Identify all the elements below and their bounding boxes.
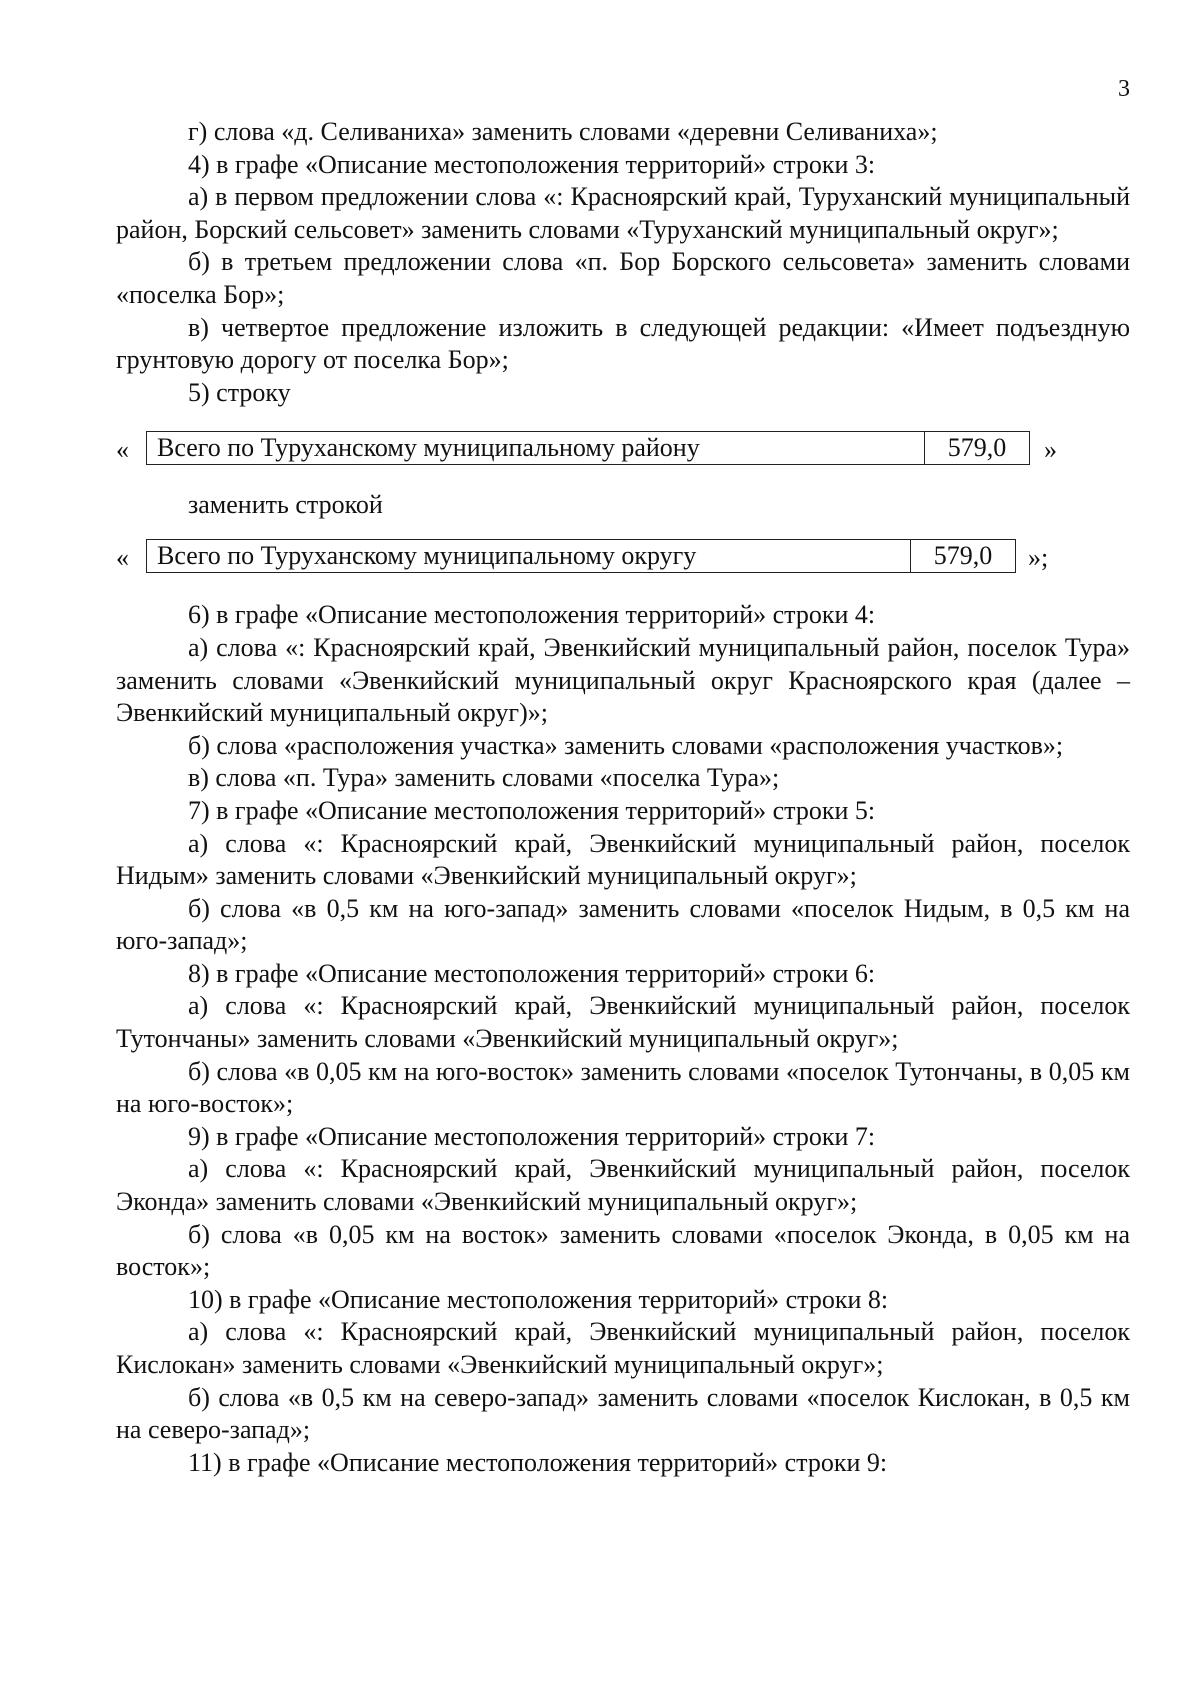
paragraph: 11) в графе «Описание местоположения территорий» строки 9: bbox=[188, 1447, 888, 1477]
document-body bbox=[116, 116, 1130, 1479]
open-quote: « bbox=[116, 543, 129, 573]
old-row-block bbox=[116, 431, 1130, 469]
new-row-table bbox=[146, 539, 1016, 573]
close-quote: »; bbox=[1028, 543, 1049, 573]
paragraph: б) в третьем предложении слова «п. Бор Борского сельсовета» заменить словами «поселка Бор»; bbox=[116, 247, 1130, 309]
old-row-name: Всего по Туруханскому муниципальному району bbox=[147, 432, 925, 464]
paragraph: а) слова «: Красноярский край, Эвенкийский муниципальный район, поселок Эконда» заменить словами «Эвенкийский муниципальный округ»; bbox=[116, 1154, 1130, 1217]
paragraph: 7) в графе «Описание местоположения территорий» строки 5: bbox=[188, 795, 876, 825]
paragraph: в) слова «п. Тура» заменить словами «поселка Тура»; bbox=[188, 763, 780, 793]
paragraph: б) слова «в 0,5 км на юго-запад» заменить словами «поселок Нидым, в 0,5 км на юго-запад»; bbox=[116, 893, 1130, 956]
paragraph: 8) в графе «Описание местоположения территорий» строки 6: bbox=[188, 958, 876, 988]
paragraph: 9) в графе «Описание местоположения территорий» строки 7: bbox=[188, 1121, 876, 1151]
paragraph: 6) в графе «Описание местоположения территорий» строки 4: bbox=[188, 600, 876, 630]
new-row-value: 579,0 bbox=[933, 541, 993, 571]
old-row-table bbox=[146, 431, 1030, 465]
close-quote: » bbox=[1044, 435, 1057, 465]
new-row-block bbox=[116, 539, 1130, 577]
paragraph: в) четвертое предложение изложить в следующей редакции: «Имеет подъездную грунтовую дорогу от поселка Бор»; bbox=[116, 312, 1130, 375]
paragraph: 4) в графе «Описание местоположения территорий» строки 3: bbox=[188, 149, 876, 179]
old-row-value: 579,0 bbox=[947, 433, 1007, 463]
paragraph: а) слова «: Красноярский край, Эвенкийский муниципальный район, поселок Тура» заменить словами «Эвенкийский муниципальный округ Красноярского края (далее – Эвенкийский муниципальный округ)»; bbox=[116, 632, 1130, 728]
paragraph: а) слова «: Красноярский край, Эвенкийский муниципальный район, поселок Нидым» заменить словами «Эвенкийский муниципальный округ»; bbox=[116, 828, 1130, 891]
page-number: 3 bbox=[1118, 76, 1130, 102]
paragraph: а) в первом предложении слова «: Красноярский край, Туруханский муниципальный район, Борский сельсовет» заменить словами «Туруханский муниципальный округ»; bbox=[116, 182, 1130, 244]
replace-label: заменить строкой bbox=[188, 490, 383, 520]
paragraph: 5) строку bbox=[188, 377, 291, 407]
new-row-name: Всего по Туруханскому муниципальному округу bbox=[147, 540, 911, 572]
paragraph: б) слова «в 0,5 км на северо-запад» заменить словами «поселок Кислокан, в 0,5 км на северо-запад»; bbox=[116, 1382, 1130, 1445]
open-quote: « bbox=[116, 435, 129, 465]
paragraph: б) слова «в 0,05 км на восток» заменить словами «поселок Эконда, в 0,05 км на восток»; bbox=[116, 1219, 1130, 1282]
paragraph: г) слова «д. Селиваниха» заменить словами «деревни Селиваниха»; bbox=[188, 117, 938, 146]
paragraph: а) слова «: Красноярский край, Эвенкийский муниципальный район, поселок Кислокан» заменить словами «Эвенкийский муниципальный округ»; bbox=[116, 1317, 1130, 1379]
paragraph: 10) в графе «Описание местоположения территорий» строки 8: bbox=[188, 1284, 889, 1314]
paragraph: а) слова «: Красноярский край, Эвенкийский муниципальный район, поселок Тутончаны» заменить словами «Эвенкийский муниципальный округ»; bbox=[116, 991, 1130, 1054]
paragraph: б) слова «в 0,05 км на юго-восток» заменить словами «поселок Тутончаны, в 0,05 км на юго-восток»; bbox=[116, 1056, 1130, 1119]
paragraph: б) слова «расположения участка» заменить словами «расположения участков»; bbox=[188, 730, 1064, 760]
